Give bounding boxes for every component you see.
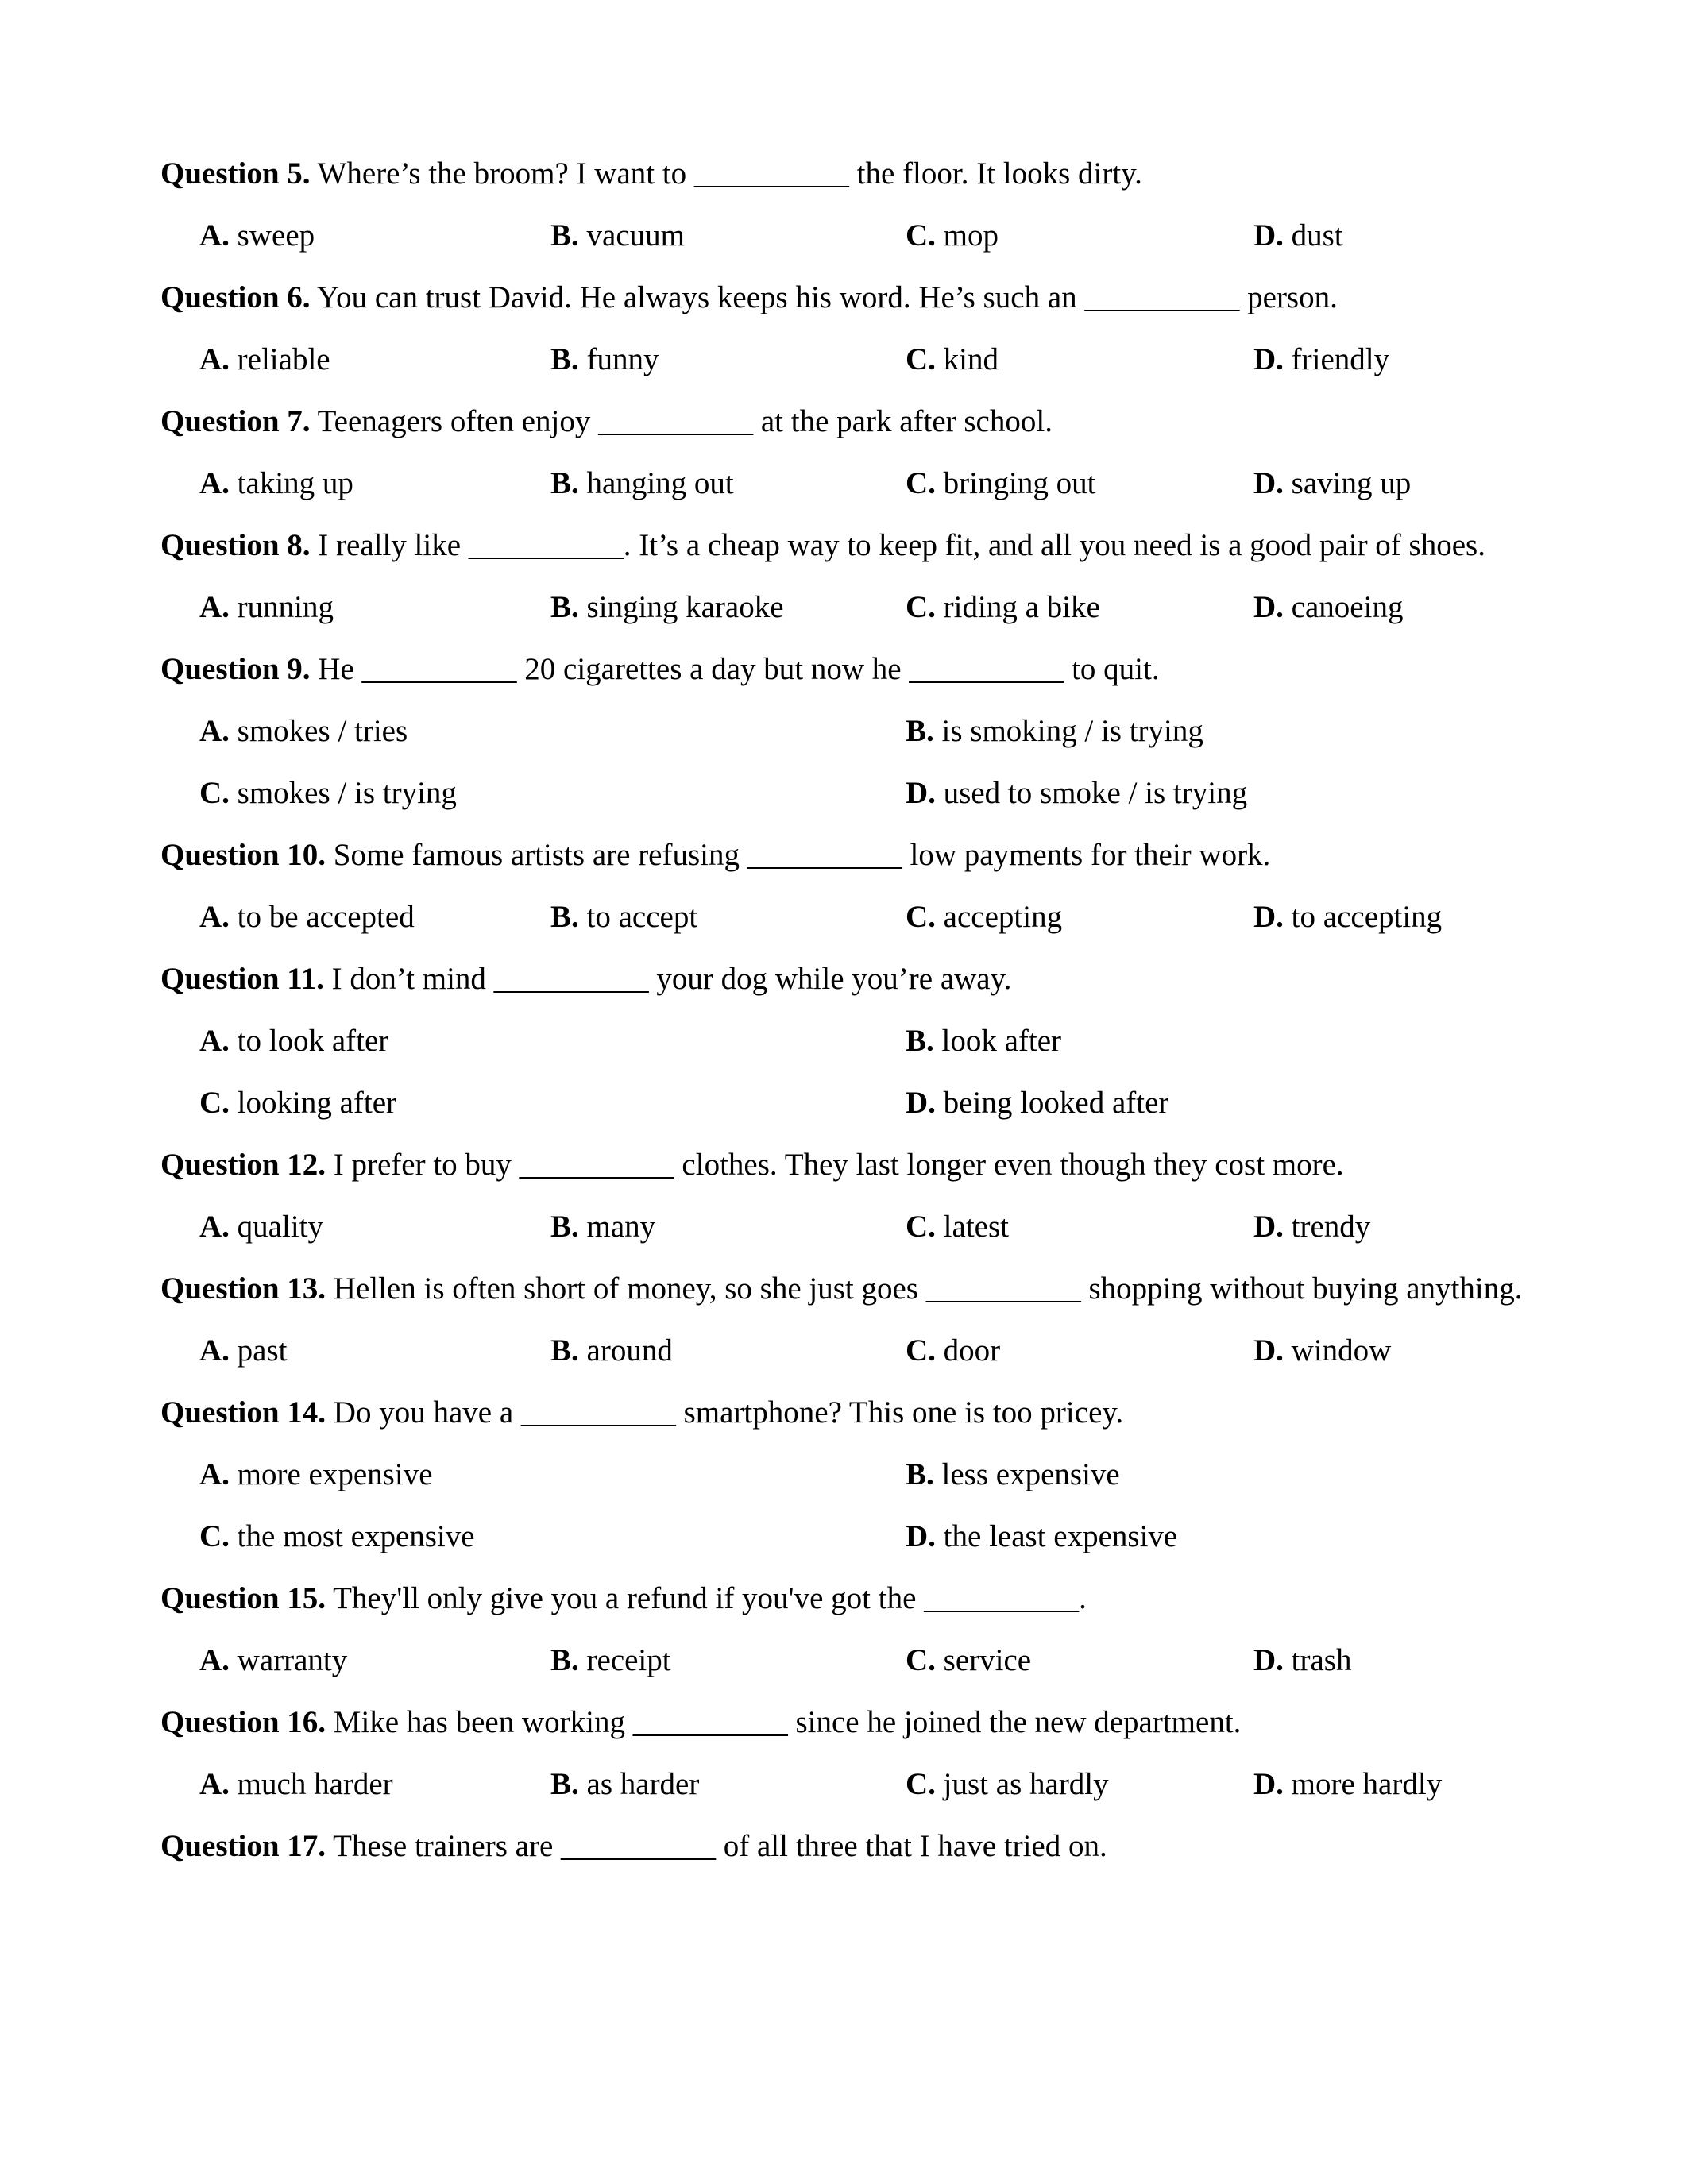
question-line xyxy=(160,1692,1529,1754)
option-letter: B. xyxy=(906,714,934,748)
option-a xyxy=(199,329,550,391)
option-text: more hardly xyxy=(1291,1767,1443,1801)
question-label: Question 11. xyxy=(160,962,324,996)
option-d xyxy=(1253,205,1529,267)
question-line xyxy=(160,639,1529,700)
option-a xyxy=(199,1320,550,1382)
question-text: Do you have a __________ smartphone? This one is too pricey. xyxy=(333,1395,1124,1430)
option-letter: C. xyxy=(906,342,936,376)
option-letter: B. xyxy=(550,590,579,624)
question-text: I prefer to buy __________ clothes. They last longer even though they cost more. xyxy=(333,1148,1344,1182)
option-letter: D. xyxy=(1253,466,1284,500)
question-line xyxy=(160,1815,1529,1877)
option-text: singing karaoke xyxy=(586,590,784,624)
options-row xyxy=(160,577,1529,639)
option-letter: B. xyxy=(906,1024,934,1058)
question-text: I really like __________. It’s a cheap way to keep fit, and all you need is a good pair of shoes. xyxy=(318,528,1485,562)
option-text: warranty xyxy=(237,1643,348,1677)
option-a xyxy=(199,700,906,762)
option-a xyxy=(199,1010,906,1072)
option-letter: D. xyxy=(1253,900,1284,934)
option-b xyxy=(550,1196,906,1258)
question-7 xyxy=(160,391,1529,515)
option-b xyxy=(550,1630,906,1692)
option-text: window xyxy=(1291,1333,1392,1368)
option-text: as harder xyxy=(586,1767,700,1801)
question-label: Question 5. xyxy=(160,156,311,191)
question-text: You can trust David. He always keeps his word. He’s such an __________ person. xyxy=(316,280,1338,314)
question-text: I don’t mind __________ your dog while you’re away. xyxy=(331,962,1012,996)
option-text: smokes / tries xyxy=(237,714,408,748)
option-text: trendy xyxy=(1291,1210,1371,1244)
option-d xyxy=(1253,1754,1529,1815)
option-b xyxy=(550,886,906,948)
option-c xyxy=(906,329,1253,391)
option-letter: B. xyxy=(550,218,579,253)
question-14 xyxy=(160,1382,1529,1568)
option-text: smokes / is trying xyxy=(237,776,457,810)
option-text: hanging out xyxy=(586,466,734,500)
option-c xyxy=(906,886,1253,948)
option-text: running xyxy=(237,590,334,624)
option-letter: B. xyxy=(550,900,579,934)
option-b xyxy=(550,577,906,639)
option-letter: A. xyxy=(199,1210,230,1244)
question-line xyxy=(160,1258,1529,1320)
question-17 xyxy=(160,1815,1529,1877)
question-label: Question 14. xyxy=(160,1395,326,1430)
option-text: the least expensive xyxy=(943,1519,1178,1553)
option-d xyxy=(906,1072,1529,1134)
options-row xyxy=(160,1754,1529,1815)
options-row xyxy=(160,1630,1529,1692)
option-text: to look after xyxy=(237,1024,389,1058)
option-letter: A. xyxy=(199,714,230,748)
option-c xyxy=(906,1630,1253,1692)
options-row xyxy=(160,886,1529,948)
option-text: door xyxy=(943,1333,1001,1368)
option-c xyxy=(199,762,906,824)
option-b xyxy=(550,453,906,515)
option-text: kind xyxy=(943,342,999,376)
option-text: to be accepted xyxy=(237,900,415,934)
option-text: looking after xyxy=(237,1086,397,1120)
option-text: look after xyxy=(941,1024,1062,1058)
option-letter: D. xyxy=(906,776,936,810)
option-d xyxy=(1253,886,1529,948)
question-15 xyxy=(160,1568,1529,1692)
option-letter: B. xyxy=(550,1767,579,1801)
option-text: riding a bike xyxy=(943,590,1100,624)
option-text: accepting xyxy=(943,900,1063,934)
option-letter: B. xyxy=(906,1457,934,1491)
question-text: Hellen is often short of money, so she just goes __________ shopping without buying anything. xyxy=(333,1271,1523,1306)
option-letter: C. xyxy=(906,590,936,624)
option-text: canoeing xyxy=(1291,590,1404,624)
question-8 xyxy=(160,515,1529,639)
option-b xyxy=(906,1010,1529,1072)
options-row xyxy=(160,700,1529,824)
option-c xyxy=(906,1320,1253,1382)
option-letter: D. xyxy=(1253,342,1284,376)
option-text: the most expensive xyxy=(237,1519,475,1553)
option-text: just as hardly xyxy=(943,1767,1109,1801)
question-line xyxy=(160,267,1529,329)
option-a xyxy=(199,1196,550,1258)
question-label: Question 12. xyxy=(160,1148,326,1182)
options-row xyxy=(160,1196,1529,1258)
question-label: Question 16. xyxy=(160,1705,326,1739)
option-letter: A. xyxy=(199,1333,230,1368)
option-letter: A. xyxy=(199,218,230,253)
option-text: being looked after xyxy=(943,1086,1169,1120)
option-text: friendly xyxy=(1291,342,1390,376)
option-text: much harder xyxy=(237,1767,393,1801)
option-text: dust xyxy=(1291,218,1343,253)
option-c xyxy=(906,1196,1253,1258)
question-13 xyxy=(160,1258,1529,1382)
option-letter: A. xyxy=(199,1767,230,1801)
option-a xyxy=(199,205,550,267)
option-letter: D. xyxy=(1253,218,1284,253)
option-d xyxy=(1253,453,1529,515)
option-text: past xyxy=(237,1333,288,1368)
option-text: trash xyxy=(1291,1643,1352,1677)
option-d xyxy=(906,762,1529,824)
option-letter: A. xyxy=(199,590,230,624)
option-a xyxy=(199,453,550,515)
option-letter: A. xyxy=(199,342,230,376)
question-text: Some famous artists are refusing __________ low payments for their work. xyxy=(333,838,1271,872)
option-text: service xyxy=(943,1643,1032,1677)
options-row xyxy=(160,1444,1529,1568)
question-line xyxy=(160,948,1529,1010)
option-text: around xyxy=(586,1333,673,1368)
option-text: sweep xyxy=(237,218,315,253)
option-letter: A. xyxy=(199,466,230,500)
option-letter: C. xyxy=(906,1643,936,1677)
option-letter: D. xyxy=(906,1519,936,1553)
option-letter: C. xyxy=(906,1767,936,1801)
question-text: Teenagers often enjoy __________ at the park after school. xyxy=(317,404,1053,438)
option-letter: D. xyxy=(1253,1210,1284,1244)
question-label: Question 13. xyxy=(160,1271,326,1306)
option-letter: A. xyxy=(199,900,230,934)
question-line xyxy=(160,1568,1529,1630)
question-text: Where’s the broom? I want to __________ the floor. It looks dirty. xyxy=(317,156,1142,191)
question-line xyxy=(160,515,1529,577)
options-row xyxy=(160,1320,1529,1382)
option-letter: C. xyxy=(906,1333,936,1368)
question-line xyxy=(160,824,1529,886)
option-c xyxy=(906,453,1253,515)
option-text: used to smoke / is trying xyxy=(943,776,1248,810)
question-6 xyxy=(160,267,1529,391)
option-a xyxy=(199,886,550,948)
option-a xyxy=(199,577,550,639)
question-label: Question 17. xyxy=(160,1829,326,1863)
option-b xyxy=(550,1320,906,1382)
option-c xyxy=(906,577,1253,639)
option-letter: B. xyxy=(550,342,579,376)
option-letter: A. xyxy=(199,1024,230,1058)
option-letter: B. xyxy=(550,1210,579,1244)
option-b xyxy=(550,1754,906,1815)
option-letter: D. xyxy=(1253,1643,1284,1677)
question-text: These trainers are __________ of all three that I have tried on. xyxy=(333,1829,1107,1863)
question-11 xyxy=(160,948,1529,1134)
option-text: taking up xyxy=(237,466,353,500)
question-line xyxy=(160,1382,1529,1444)
question-line xyxy=(160,1134,1529,1196)
question-line xyxy=(160,391,1529,453)
question-label: Question 9. xyxy=(160,652,311,686)
option-letter: C. xyxy=(199,1519,230,1553)
option-text: to accept xyxy=(586,900,698,934)
question-text: Mike has been working __________ since he joined the new department. xyxy=(333,1705,1242,1739)
option-letter: D. xyxy=(1253,1767,1284,1801)
question-text: They'll only give you a refund if you've got the __________. xyxy=(333,1581,1087,1615)
question-text: He __________ 20 cigarettes a day but now he __________ to quit. xyxy=(318,652,1160,686)
question-16 xyxy=(160,1692,1529,1815)
option-text: latest xyxy=(943,1210,1009,1244)
option-b xyxy=(906,1444,1529,1506)
options-row xyxy=(160,453,1529,515)
options-row xyxy=(160,205,1529,267)
option-text: vacuum xyxy=(586,218,685,253)
option-text: bringing out xyxy=(943,466,1096,500)
question-5 xyxy=(160,143,1529,267)
option-letter: D. xyxy=(1253,590,1284,624)
option-letter: B. xyxy=(550,1643,579,1677)
option-text: many xyxy=(586,1210,656,1244)
option-d xyxy=(1253,1630,1529,1692)
option-letter: A. xyxy=(199,1643,230,1677)
option-b xyxy=(550,205,906,267)
question-label: Question 6. xyxy=(160,280,311,314)
options-row xyxy=(160,329,1529,391)
question-label: Question 7. xyxy=(160,404,311,438)
option-b xyxy=(906,700,1529,762)
option-a xyxy=(199,1444,906,1506)
option-c xyxy=(906,205,1253,267)
option-text: to accepting xyxy=(1291,900,1443,934)
option-d xyxy=(1253,577,1529,639)
option-d xyxy=(1253,1320,1529,1382)
option-letter: C. xyxy=(906,466,936,500)
option-text: is smoking / is trying xyxy=(941,714,1203,748)
option-text: less expensive xyxy=(941,1457,1120,1491)
question-12 xyxy=(160,1134,1529,1258)
question-label: Question 10. xyxy=(160,838,326,872)
option-text: mop xyxy=(943,218,999,253)
question-9 xyxy=(160,639,1529,824)
option-letter: D. xyxy=(1253,1333,1284,1368)
option-letter: A. xyxy=(199,1457,230,1491)
option-letter: C. xyxy=(199,1086,230,1120)
question-line xyxy=(160,143,1529,205)
option-c xyxy=(906,1754,1253,1815)
option-d xyxy=(1253,1196,1529,1258)
option-letter: B. xyxy=(550,466,579,500)
option-letter: B. xyxy=(550,1333,579,1368)
option-text: funny xyxy=(586,342,659,376)
option-text: receipt xyxy=(586,1643,671,1677)
option-c xyxy=(199,1506,906,1568)
option-a xyxy=(199,1754,550,1815)
question-label: Question 8. xyxy=(160,528,311,562)
option-text: more expensive xyxy=(237,1457,433,1491)
question-10 xyxy=(160,824,1529,948)
options-row xyxy=(160,1010,1529,1134)
option-b xyxy=(550,329,906,391)
option-letter: C. xyxy=(906,900,936,934)
question-label: Question 15. xyxy=(160,1581,326,1615)
option-letter: C. xyxy=(199,776,230,810)
option-letter: C. xyxy=(906,1210,936,1244)
option-text: quality xyxy=(237,1210,323,1244)
option-c xyxy=(199,1072,906,1134)
option-text: reliable xyxy=(237,342,330,376)
option-d xyxy=(1253,329,1529,391)
option-letter: D. xyxy=(906,1086,936,1120)
option-letter: C. xyxy=(906,218,936,253)
option-d xyxy=(906,1506,1529,1568)
option-a xyxy=(199,1630,550,1692)
option-text: saving up xyxy=(1291,466,1412,500)
